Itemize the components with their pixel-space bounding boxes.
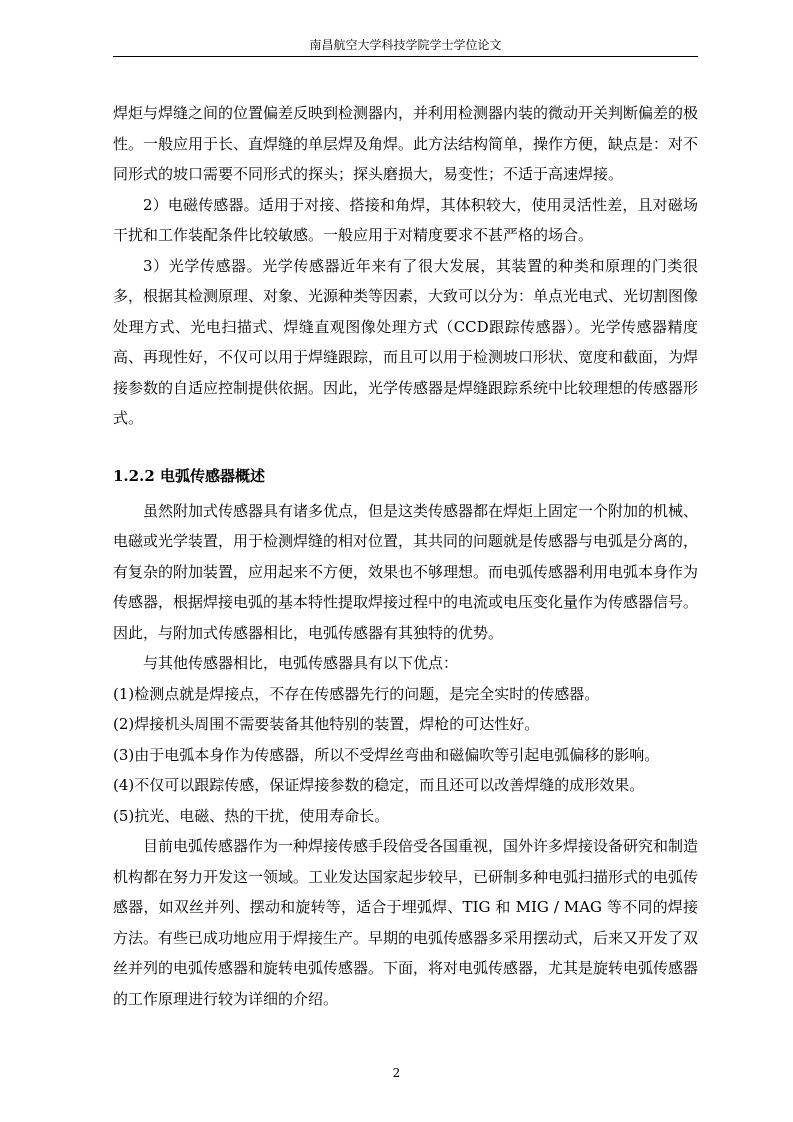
paragraph-optical-sensor: 3）光学传感器。光学传感器近年来有了很大发展，其装置的种类和原理的门类很多，根据其检测原理、对象、光源种类等因素，大致可以分为：单点光电式、光切割图像处理方式、光电扫描式、焊缝直观图像处理方式（CCD跟踪传感器）。光学传感器精度高、再现性好，不仅可以用于焊缝跟踪，而且可以用于检测坡口形状、宽度和截面，为焊接参数的自适应控制提供依据。因此，光学传感器是焊缝跟踪系统中比较理想的传感器形式。 xyxy=(113,256,699,427)
list-item-advantage-5: (5)抗光、电磁、热的干扰，使用寿命长。 xyxy=(113,806,390,825)
list-item-advantage-1: (1)检测点就是焊接点，不存在传感器先行的问题，是完全实时的传感器。 xyxy=(113,684,600,703)
page-number: 2 xyxy=(392,1066,401,1080)
paragraph-electromagnetic-sensor: 2）电磁传感器。适用于对接、搭接和角焊，其体积较大，使用灵活性差，且对磁场干扰和工作装配条件比较敏感。一般应用于对精度要求不甚严格的场合。 xyxy=(113,195,698,244)
paragraph-current-research: 目前电弧传感器作为一种焊接传感手段倍受各国重视，国外许多焊接设备研究和制造机构都在努力开发这一领域。工业发达国家起步较早，已研制多种电弧扫描形式的电弧传感器，如双丝并列、摆动和旋转等，适合于埋弧焊、TIG 和 MIG / MAG 等不同的焊接方法。有些已成功地应用于焊接生产。早期的电弧传感器多采用摆动式，后来又开发了双丝并列的电弧传感器和旋转电弧传感器。下面，将对电弧传感器，尤其是旋转电弧传感器的工作原理进行较为详细的介绍。 xyxy=(113,837,699,1008)
paragraph-contact-sensor-cont: 焊炬与焊缝之间的位置偏差反映到检测器内，并利用检测器内装的微动开关判断偏差的极性。一般应用于长、直焊缝的单层焊及角焊。此方法结构简单，操作方便，缺点是：对不同形式的坡口需要不同形式的探头；探头磨损大，易变性；不适于高速焊接。 xyxy=(113,104,699,183)
section-heading: 1.2.2 电弧传感器概述 xyxy=(113,466,265,485)
list-item-advantage-3: (3)由于电弧本身作为传感器，所以不受焊丝弯曲和磁偏吹等引起电弧偏移的影响。 xyxy=(113,745,660,764)
paragraph-advantages-lead: 与其他传感器相比，电弧传感器具有以下优点： xyxy=(143,654,459,672)
paragraph-arc-sensor-intro: 虽然附加式传感器具有诸多优点，但是这类传感器都在焊炬上固定一个附加的机械、电磁或光学装置，用于检测焊缝的相对位置，其共同的问题就是传感器与电弧是分离的，有复杂的附加装置，应用起来不方便，效果也不够理想。而电弧传感器利用电弧本身作为传感器，根据焊接电弧的基本特性提取焊接过程中的电流或电压变化量作为传感器信号。因此，与附加式传感器相比，电弧传感器有其独特的优势。 xyxy=(113,501,699,642)
page-body xyxy=(113,98,698,1014)
running-header: 南昌航空大学科技学院学士学位论文 xyxy=(113,34,698,57)
list-item-advantage-4: (4)不仅可以跟踪传感，保证焊接参数的稳定，而且还可以改善焊缝的成形效果。 xyxy=(113,776,645,794)
list-item-advantage-2: (2)焊接机头周围不需要装备其他特别的装置，焊枪的可达性好。 xyxy=(113,715,540,733)
